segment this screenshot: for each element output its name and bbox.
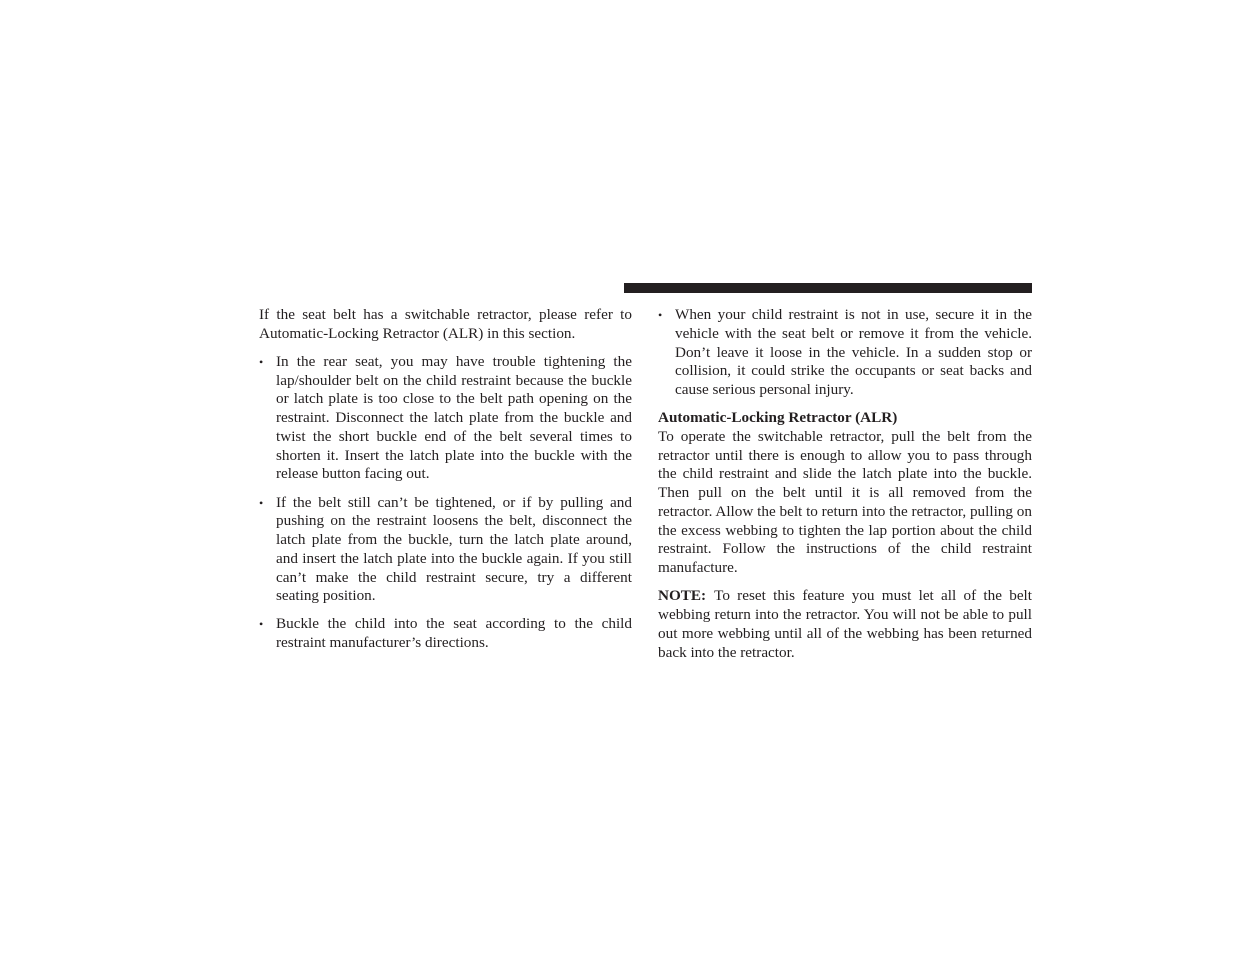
left-bullet-list bbox=[259, 353, 632, 653]
section-header-rule bbox=[624, 283, 1032, 293]
list-item-text: In the rear seat, you may have trouble tightening the lap/shoulder belt on the child restraint because the buckle or latch plate is too close to the belt path opening on the restraint. Disconnect the latch plate from the buckle and twist the short buckle end of the belt several times to shorten it. Insert the latch plate into the buckle with the release button facing out. bbox=[276, 352, 632, 483]
bullet-icon: • bbox=[259, 354, 264, 369]
right-column bbox=[658, 306, 1032, 662]
note-paragraph bbox=[658, 587, 1032, 662]
bullet-icon: • bbox=[259, 617, 264, 632]
list-item bbox=[658, 306, 1032, 400]
list-item bbox=[259, 615, 632, 653]
bullet-icon: • bbox=[658, 308, 663, 322]
list-item bbox=[259, 353, 632, 484]
list-item-text: When your child restraint is not in use, secure it in the vehicle with the seat belt or remove it from the vehicle. Don’t leave it loose in the vehicle. In a sudden stop or collision, it could strike the occupants or seat backs and cause serious personal injury. bbox=[675, 306, 1032, 398]
right-bullet-list bbox=[658, 306, 1032, 400]
list-item bbox=[259, 494, 632, 607]
bullet-icon: • bbox=[259, 495, 264, 510]
left-column bbox=[259, 306, 632, 653]
section-body: To operate the switchable retractor, pull the belt from the retractor until there is enough to allow you to pass through the child restraint and slide the latch plate into the buckle. Then pull on the belt until it is all removed from the retractor. Allow the belt to return into the retractor, pulling on the excess webbing to tighten the lap portion about the child restraint. Follow the instructions of the child restraint manufacture. bbox=[658, 427, 1032, 577]
list-item-text: If the belt still can’t be tightened, or if by pulling and pushing on the restraint loosens the belt, disconnect the latch plate from the buckle, turn the latch plate around, and insert the latch plate into the buckle again. If you still can’t make the child restraint secure, try a different seating position. bbox=[276, 493, 632, 605]
note-text: To reset this feature you must let all of the belt webbing return into the retractor. You will not be able to pull out more webbing until all of the webbing has been returned back into the retractor. bbox=[658, 587, 1032, 661]
section-heading: Automatic-Locking Retractor (ALR) bbox=[658, 409, 898, 427]
list-item-text: Buckle the child into the seat according to the child restraint manufacturer’s directions. bbox=[276, 615, 632, 652]
note-label: NOTE: bbox=[658, 587, 707, 605]
intro-paragraph: If the seat belt has a switchable retractor, please refer to Automatic-Locking Retractor (ALR) in this section. bbox=[259, 306, 632, 342]
